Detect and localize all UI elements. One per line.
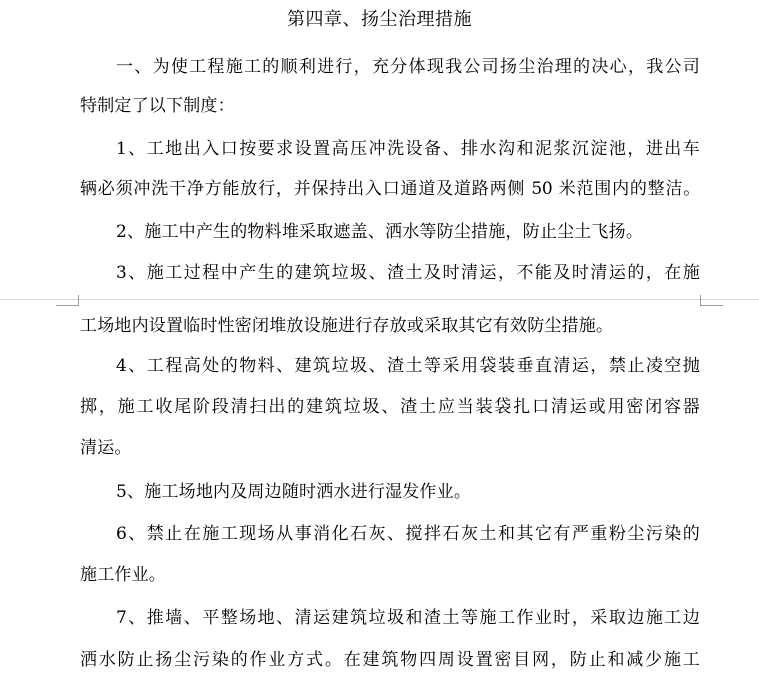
paragraph-line: 洒水防止扬尘污染的作业方式。在建筑物四周设置密目网，防止和减少施工	[80, 650, 700, 670]
paragraph-line: 5、施工场地内及周边随时洒水进行湿发作业。	[116, 482, 472, 502]
paragraph-line: 7、推墙、平整场地、清运建筑垃圾和渣土等施工作业时，采取边施工边	[116, 608, 700, 628]
chapter-title: 第四章、扬尘治理措施	[287, 9, 472, 30]
paragraph-line: 掷，施工收尾阶段清扫出的建筑垃圾、渣土应当装袋扎口清运或用密闭容器	[80, 397, 700, 417]
page-break	[0, 295, 759, 309]
paragraph-line: 施工作业。	[80, 565, 166, 585]
paragraph-line: 4、工程高处的物料、建筑垃圾、渣土等采用袋装垂直清运，禁止凌空抛	[116, 356, 700, 376]
paragraph-line: 辆必须冲洗干净方能放行，并保持出入口通道及道路两侧 50 米范围内的整洁。	[80, 179, 700, 199]
paragraph-line: 工场地内设置临时性密闭堆放设施进行存放或采取其它有效防尘措施。	[80, 316, 614, 336]
paragraph-line: 一、为使工程施工的顺利进行，充分体现我公司扬尘治理的决心，我公司	[116, 57, 700, 77]
paragraph-line: 3、施工过程中产生的建筑垃圾、渣土及时清运，不能及时清运的，在施	[116, 263, 700, 283]
page-corner-mark-left	[56, 295, 79, 306]
page-break-line	[0, 299, 759, 300]
paragraph-line: 2、施工中产生的物料堆采取遮盖、洒水等防尘措施，防止尘土飞扬。	[116, 222, 644, 242]
page-corner-mark-right	[700, 295, 723, 306]
paragraph-line: 特制定了以下制度：	[80, 96, 235, 116]
paragraph-line: 1、工地出入口按要求设置高压冲洗设备、排水沟和泥浆沉淀池，进出车	[116, 139, 700, 159]
paragraph-line: 清运。	[80, 438, 132, 458]
paragraph-line: 6、禁止在施工现场从事消化石灰、搅拌石灰土和其它有严重粉尘污染的	[116, 524, 700, 544]
